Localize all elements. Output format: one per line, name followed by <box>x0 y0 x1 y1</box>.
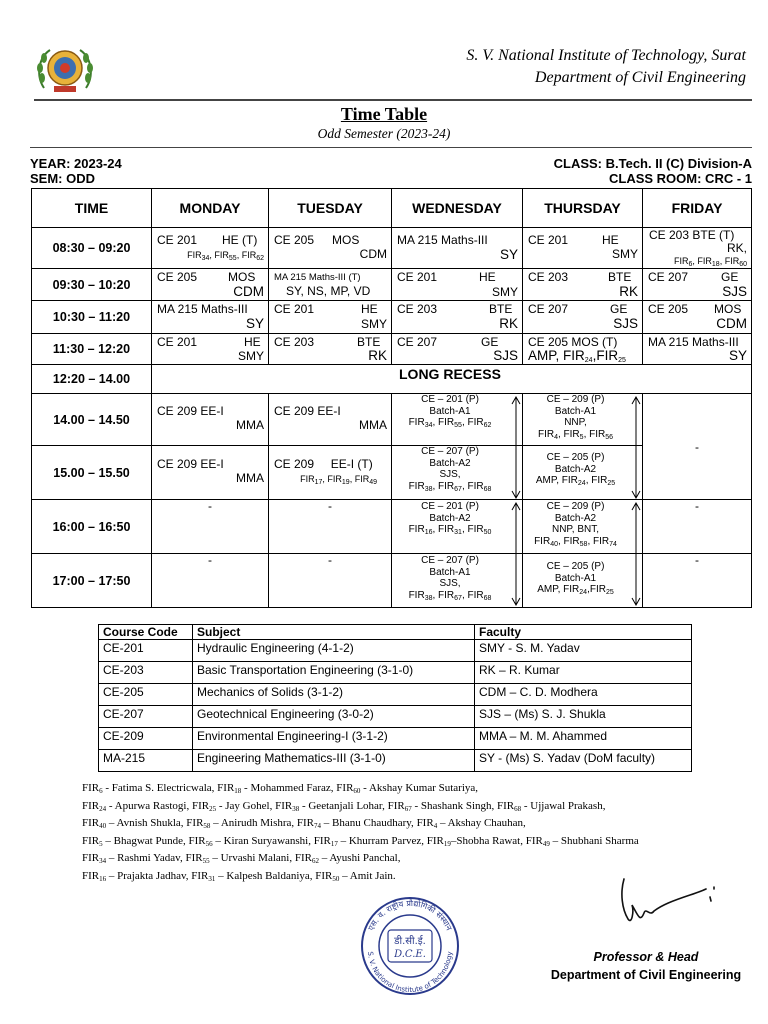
fir-line: $FIR_6$ - Fatima S. Electricwala, $FIR_{18}$ - Mohammed Faraz, $FIR_{60}$ - Akshay Kumar Sutariya, <box>82 782 479 795</box>
header-wednesday: WEDNESDAY <box>391 188 523 228</box>
slot-thu-7 <box>522 445 643 500</box>
lab-block <box>392 555 508 601</box>
slot-wed-8 <box>391 499 523 554</box>
slot-mon-1 <box>151 227 269 269</box>
slot-thu-9 <box>522 553 643 608</box>
course-code: CE 201 <box>528 233 569 247</box>
slot-tue-1 <box>268 227 392 269</box>
lab-batch: Batch-A1 <box>554 405 597 417</box>
course-code: MA 215 Maths-III <box>157 302 248 316</box>
slot-mon-7 <box>151 445 269 500</box>
table-row <box>99 728 692 750</box>
slot-wed-6 <box>391 393 523 446</box>
slot-mon-9 <box>151 553 269 608</box>
empty-dash: - <box>695 440 699 454</box>
lab-course: CE – 205 (P) <box>546 452 605 463</box>
fir-line: $FIR_{40}$ – Avnish Shukla, $FIR_{58}$ – Anirudh Mishra, $FIR_{74}$ – Bhanu Chaudhary, $FIR_4$ – Akshay Chauhan, <box>82 817 526 830</box>
empty-dash: - <box>695 499 699 513</box>
fir-legend <box>82 780 768 885</box>
course-code: CE 207 <box>397 335 438 349</box>
lab-batch: Batch-A2 <box>429 512 471 524</box>
department-stamp <box>356 896 464 996</box>
course-code: CE-207 <box>99 706 193 728</box>
lab-course: CE – 209 (P) <box>546 501 605 512</box>
double-arrow-icon <box>631 396 641 499</box>
empty-dash: - <box>328 499 332 513</box>
course-code: CE 205 MOS (T) <box>528 335 618 349</box>
faculty-code: SMY <box>237 349 264 363</box>
double-arrow-icon <box>511 502 521 606</box>
time-slot-5: 12:20 – 14.00 <box>31 364 152 394</box>
lab-fir: AMP, $FIR_{24},FIR_{25}$ <box>537 584 614 596</box>
course-faculty: SJS – (Ms) S. J. Shukla <box>475 706 692 728</box>
lab-batch: Batch-A1 <box>429 405 471 417</box>
empty-dash: - <box>328 553 332 567</box>
sem-label: SEM: ODD <box>30 171 95 186</box>
classroom-label: CLASS ROOM: CRC - 1 <box>609 171 752 186</box>
course-code: CE 201 <box>397 270 438 284</box>
slot-tue-6 <box>268 393 392 446</box>
faculty-code: SY <box>245 316 264 331</box>
session-type: MOS <box>228 270 256 284</box>
faculty-code: RK <box>368 348 387 363</box>
header-thursday: THURSDAY <box>522 188 643 228</box>
slot-fri-1 <box>642 227 752 269</box>
lab-block <box>523 394 628 440</box>
session-type: HE <box>361 302 378 316</box>
signature <box>610 875 720 930</box>
slot-tue-8 <box>268 499 392 554</box>
fir-line: $FIR_5$ – Bhagwat Punde, $FIR_{56}$ – Kiran Suryawanshi, $FIR_{17}$ – Khurram Parvez, $FIR_{19}$–Shobha Rawat, $FIR_{49}$ – Shubhani Sharma <box>82 834 639 848</box>
slot-thu-4 <box>522 333 643 365</box>
lab-batch: Batch-A2 <box>554 512 597 524</box>
course-code: CE-205 <box>99 684 193 706</box>
stamp-ring-bottom: S. V. National Institute of Technology <box>365 951 455 995</box>
department-name: Department of Civil Engineering <box>534 69 746 86</box>
course-code: MA-215 <box>99 750 193 772</box>
lab-block <box>392 394 508 429</box>
lab-course: CE – 207 (P) <box>421 555 479 566</box>
table-row <box>99 706 692 728</box>
course-faculty: MMA – M. M. Ahammed <box>475 728 692 750</box>
slot-fri-2 <box>642 268 752 301</box>
faculty-code: SJS <box>613 316 638 331</box>
lab-course: CE – 207 (P) <box>421 446 479 457</box>
header-rule <box>34 99 752 101</box>
slot-tue-4 <box>268 333 392 365</box>
fir-list: $FIR_6$, $FIR_{18}$, $FIR_{60}$ <box>673 256 747 268</box>
session-type: HE (T) <box>222 233 258 247</box>
session-type: HE <box>479 270 496 284</box>
course-code: MA 215 Maths-III <box>397 233 488 247</box>
course-code: CE 203 BTE (T) <box>649 228 735 242</box>
timetable-grid <box>31 188 752 608</box>
time-slot-3: 10:30 – 11:20 <box>31 300 152 334</box>
lab-fir: $FIR_{38}$, $FIR_{67}$, $FIR_{68}$ <box>408 589 492 602</box>
stamp-center-english: D.C.E. <box>394 949 426 960</box>
lab-fir: $FIR_4$, $FIR_5$, $FIR_{56}$ <box>537 428 614 441</box>
table-row <box>99 662 692 684</box>
slot-mon-6 <box>151 393 269 446</box>
lab-block <box>523 561 628 596</box>
course-code: CE 203 <box>274 335 315 349</box>
page-subtitle: Odd Semester (2023-24) <box>317 126 451 141</box>
lab-batch: Batch-A2 <box>429 457 471 469</box>
faculty-code: SJS <box>722 284 747 299</box>
stamp-ring-top: एस. व. राष्ट्रीय प्रौद्योगिकी संस्थान <box>366 898 454 932</box>
lab-course: CE – 205 (P) <box>546 561 605 572</box>
course-subject: Hydraulic Engineering (4-1-2) <box>193 640 475 662</box>
course-code: CE 205 <box>648 302 689 316</box>
faculty-code: SJS <box>493 348 518 363</box>
course-subject: Environmental Engineering-I (3-1-2) <box>193 728 475 750</box>
lab-faculty: NNP, BNT, <box>551 524 600 535</box>
time-slot-1: 08:30 – 09:20 <box>31 227 152 269</box>
course-code: CE 203 <box>397 302 438 316</box>
session-type: HE <box>602 233 619 247</box>
slot-fri-8 <box>642 499 752 554</box>
long-recess <box>151 364 752 394</box>
slot-wed-1 <box>391 227 523 269</box>
empty-dash: - <box>208 499 212 513</box>
slot-mon-3 <box>151 300 269 334</box>
slot-wed-2 <box>391 268 523 301</box>
session-type: MOS <box>332 233 360 247</box>
slot-thu-1 <box>522 227 643 269</box>
course-code: CE 205 <box>274 233 315 247</box>
session-type: MOS <box>714 302 742 316</box>
course-code: CE 209 EE-I <box>157 457 224 471</box>
slot-wed-7 <box>391 445 523 500</box>
lab-course: CE – 201 (P) <box>421 501 479 512</box>
lab-block <box>392 501 508 536</box>
lab-fir: AMP, $FIR_{24}$, $FIR_{25}$ <box>535 475 616 487</box>
course-code: MA 215 Maths-III (T) <box>274 272 361 283</box>
fir-line: $FIR_{16}$ – Prajakta Jadhav, $FIR_{31}$ – Kalpesh Baldaniya, $FIR_{50}$ – Amit Jain. <box>82 869 396 883</box>
slot-thu-3 <box>522 300 643 334</box>
slot-wed-4 <box>391 333 523 365</box>
slot-mon-2 <box>151 268 269 301</box>
slot-mon-8 <box>151 499 269 554</box>
course-code: CE 205 <box>157 270 198 284</box>
stamp-center-hindi: डी.सी.ई. <box>394 936 426 947</box>
column-header: Course Code <box>99 625 193 640</box>
time-slot-8: 16:00 – 16:50 <box>31 499 152 554</box>
course-code: CE 209 EE-I <box>157 404 224 418</box>
time-slot-2: 09:30 – 10:20 <box>31 268 152 301</box>
course-subject: Engineering Mathematics-III (3-1-0) <box>193 750 475 772</box>
course-code: CE 209 EE-I <box>274 404 341 418</box>
lab-fir: $FIR_{40}$, $FIR_{58}$, $FIR_{74}$ <box>534 535 617 548</box>
header-tuesday: TUESDAY <box>268 188 392 228</box>
lab-faculty: NNP, <box>564 417 587 428</box>
faculty-code: SY, NS, MP, VD <box>286 284 371 298</box>
column-header: Faculty <box>475 625 692 640</box>
faculty-code: AMP, $FIR_{24},FIR_{25}$ <box>528 348 626 364</box>
slot-wed-9 <box>391 553 523 608</box>
slot-tue-9 <box>268 553 392 608</box>
lab-fir: $FIR_{16}$, $FIR_{31}$, $FIR_{50}$ <box>408 524 492 536</box>
session-type: BTE <box>489 302 513 316</box>
lab-block <box>392 446 508 492</box>
course-faculty: RK – R. Kumar <box>475 662 692 684</box>
recess-label: LONG RECESS <box>399 366 501 382</box>
course-subject: Basic Transportation Engineering (3-1-0) <box>193 662 475 684</box>
slot-thu-6 <box>522 393 643 446</box>
faculty-code: SY <box>728 348 747 363</box>
course-code: CE 207 <box>648 270 689 284</box>
slot-fri-3 <box>642 300 752 334</box>
title-rule <box>30 147 752 148</box>
time-slot-9: 17:00 – 17:50 <box>31 553 152 608</box>
lab-faculty: SJS, <box>439 578 461 589</box>
course-table-header <box>99 625 692 640</box>
year-label: YEAR: 2023-24 <box>30 156 122 171</box>
course-code: CE 203 <box>528 270 569 284</box>
faculty-code: RK, <box>726 241 747 255</box>
session-type: BTE <box>608 270 632 284</box>
lab-batch: Batch-A2 <box>554 463 597 475</box>
lab-fir: $FIR_{38}$, $FIR_{67}$, $FIR_{68}$ <box>408 480 492 493</box>
lab-course: CE – 201 (P) <box>421 394 479 405</box>
double-arrow-icon <box>511 396 521 499</box>
faculty-code: SY <box>499 247 518 262</box>
course-subject: Geotechnical Engineering (3-0-2) <box>193 706 475 728</box>
slot-mon-4 <box>151 333 269 365</box>
slot-tue-2 <box>268 268 392 301</box>
session-type: BTE <box>357 335 381 349</box>
lab-block <box>523 501 628 547</box>
faculty-code: SMY <box>360 317 387 331</box>
lab-faculty: SJS, <box>439 469 461 480</box>
slot-fri-6 <box>642 393 752 500</box>
header-monday: MONDAY <box>151 188 269 228</box>
lab-batch: Batch-A1 <box>554 572 597 584</box>
faculty-code: SMY <box>611 247 638 261</box>
table-row <box>99 640 692 662</box>
faculty-code: MMA <box>236 418 264 432</box>
faculty-code: RK <box>499 316 518 331</box>
fir-line: $FIR_{24}$ - Apurwa Rastogi, $FIR_{25}$ - Jay Gohel, $FIR_{38}$ - Geetanjali Lohar, $FIR_{67}$ - Shashank Singh, $FIR_{68}$ - Ujjawal Prakash, <box>82 799 606 813</box>
session-type: GE <box>610 302 628 316</box>
faculty-code: CDM <box>233 284 264 299</box>
signatory-department: Department of Civil Engineering <box>550 968 742 982</box>
fir-line: $FIR_{34}$ – Rashmi Yadav, $FIR_{55}$ – Urvashi Malani, $FIR_{62}$ – Ayushi Panchal, <box>82 852 401 865</box>
signatory-title: Professor & Head <box>593 950 699 964</box>
institute-name: S. V. National Institute of Technology, Surat <box>466 47 746 64</box>
column-header: Subject <box>193 625 475 640</box>
header-friday: FRIDAY <box>642 188 752 228</box>
course-code: CE 201 <box>157 233 198 247</box>
faculty-code: RK <box>619 284 638 299</box>
session-type: HE <box>244 335 261 349</box>
fir-list: $FIR_{34}$, $FIR_{55}$, $FIR_{62}$ <box>187 250 264 262</box>
slot-tue-7 <box>268 445 392 500</box>
empty-dash: - <box>208 553 212 567</box>
course-code: CE-203 <box>99 662 193 684</box>
slot-thu-2 <box>522 268 643 301</box>
double-arrow-icon <box>631 502 641 606</box>
lab-course: CE – 209 (P) <box>546 394 605 405</box>
slot-tue-3 <box>268 300 392 334</box>
course-code: CE 209 EE-I (T) <box>274 457 373 471</box>
time-slot-7: 15.00 – 15.50 <box>31 445 152 500</box>
course-code: CE 201 <box>274 302 315 316</box>
session-type: GE <box>721 270 739 284</box>
slot-wed-3 <box>391 300 523 334</box>
course-code: CE-201 <box>99 640 193 662</box>
course-table <box>98 624 692 772</box>
slot-fri-9 <box>642 553 752 608</box>
table-row <box>99 684 692 706</box>
institute-logo <box>34 44 96 94</box>
course-subject: Mechanics of Solids (3-1-2) <box>193 684 475 706</box>
faculty-code: CDM <box>716 316 747 331</box>
course-faculty: SMY - S. M. Yadav <box>475 640 692 662</box>
lab-fir: $FIR_{34}$, $FIR_{55}$, $FIR_{62}$ <box>408 417 492 429</box>
faculty-code: CDM <box>359 247 387 261</box>
lab-block <box>523 452 628 487</box>
header-time: TIME <box>31 188 152 228</box>
class-label: CLASS: B.Tech. II (C) Division-A <box>553 156 752 171</box>
time-slot-6: 14.00 – 14.50 <box>31 393 152 446</box>
signatory-block <box>540 948 752 984</box>
course-faculty: CDM – C. D. Modhera <box>475 684 692 706</box>
table-row <box>99 750 692 772</box>
slot-thu-8 <box>522 499 643 554</box>
page-title: Time Table <box>340 104 428 124</box>
faculty-code: MMA <box>359 418 387 432</box>
faculty-code: SMY <box>491 285 518 299</box>
empty-dash: - <box>695 553 699 567</box>
course-code: CE 201 <box>157 335 198 349</box>
fir-list: $FIR_{17}$, $FIR_{19}$, $FIR_{49}$ <box>300 474 377 486</box>
session-type: GE <box>481 335 499 349</box>
course-code: MA 215 Maths-III <box>648 335 739 349</box>
slot-fri-4 <box>642 333 752 365</box>
course-code: CE-209 <box>99 728 193 750</box>
faculty-code: MMA <box>236 471 264 485</box>
lab-batch: Batch-A1 <box>429 566 471 578</box>
course-code: CE 207 <box>528 302 569 316</box>
time-slot-4: 11:30 – 12:20 <box>31 333 152 365</box>
course-faculty: SY - (Ms) S. Yadav (DoM faculty) <box>475 750 692 772</box>
